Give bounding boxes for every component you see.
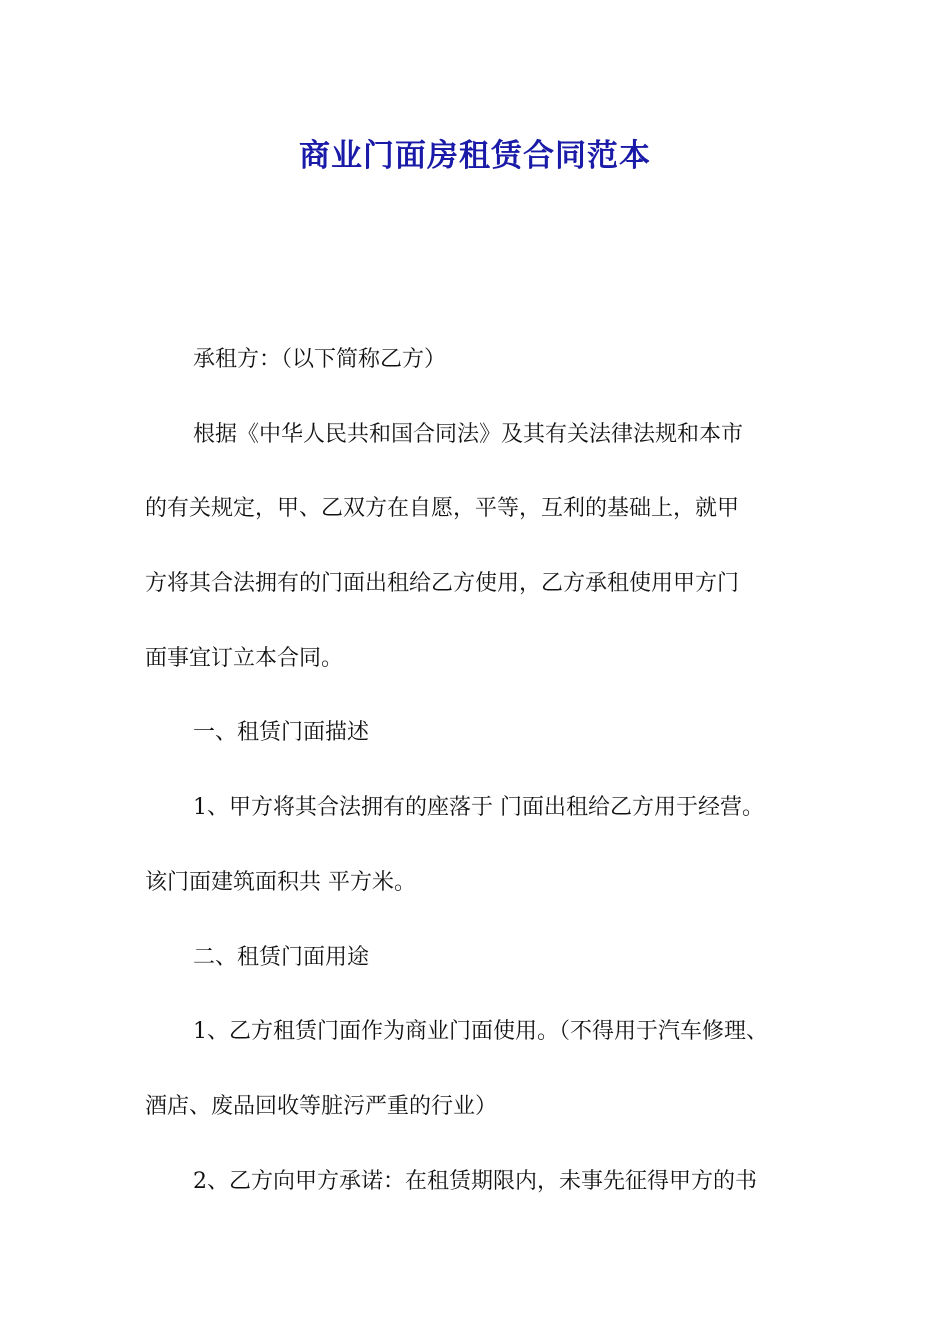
paragraph-basis-line-4: 面事宜订立本合同。: [145, 645, 344, 671]
document-body: [145, 338, 805, 1234]
clause-1-1-line-1: 1、甲方将其合法拥有的座落于 门面出租给乙方用于经营。: [193, 795, 764, 821]
section-heading-1: 一、租赁门面描述: [193, 720, 370, 746]
clause-2-2-line-1: 2、乙方向甲方承诺：在租赁期限内，未事先征得甲方的书: [193, 1168, 757, 1194]
paragraph-basis-line-3: 方将其合法拥有的门面出租给乙方使用，乙方承租使用甲方门: [145, 571, 740, 597]
clause-2-1-line-1: 1、乙方租赁门面作为商业门面使用。（不得用于汽车修理、: [193, 1019, 768, 1045]
clause-2-1-line-2: 酒店、废品回收等脏污严重的行业）: [145, 1093, 498, 1119]
paragraph-lessee: 承租方：（以下简称乙方）: [193, 347, 447, 372]
clause-1-1-line-2: 该门面建筑面积共 平方米。: [145, 869, 416, 895]
document-title: 商业门面房租赁合同范本: [299, 138, 651, 174]
paragraph-basis-line-1: 根据《中华人民共和国合同法》及其有关法律法规和本市: [193, 421, 744, 447]
section-heading-2: 二、租赁门面用途: [193, 944, 370, 970]
paragraph-basis-line-2: 的有关规定，甲、乙双方在自愿，平等，互利的基础上，就甲: [145, 496, 740, 522]
